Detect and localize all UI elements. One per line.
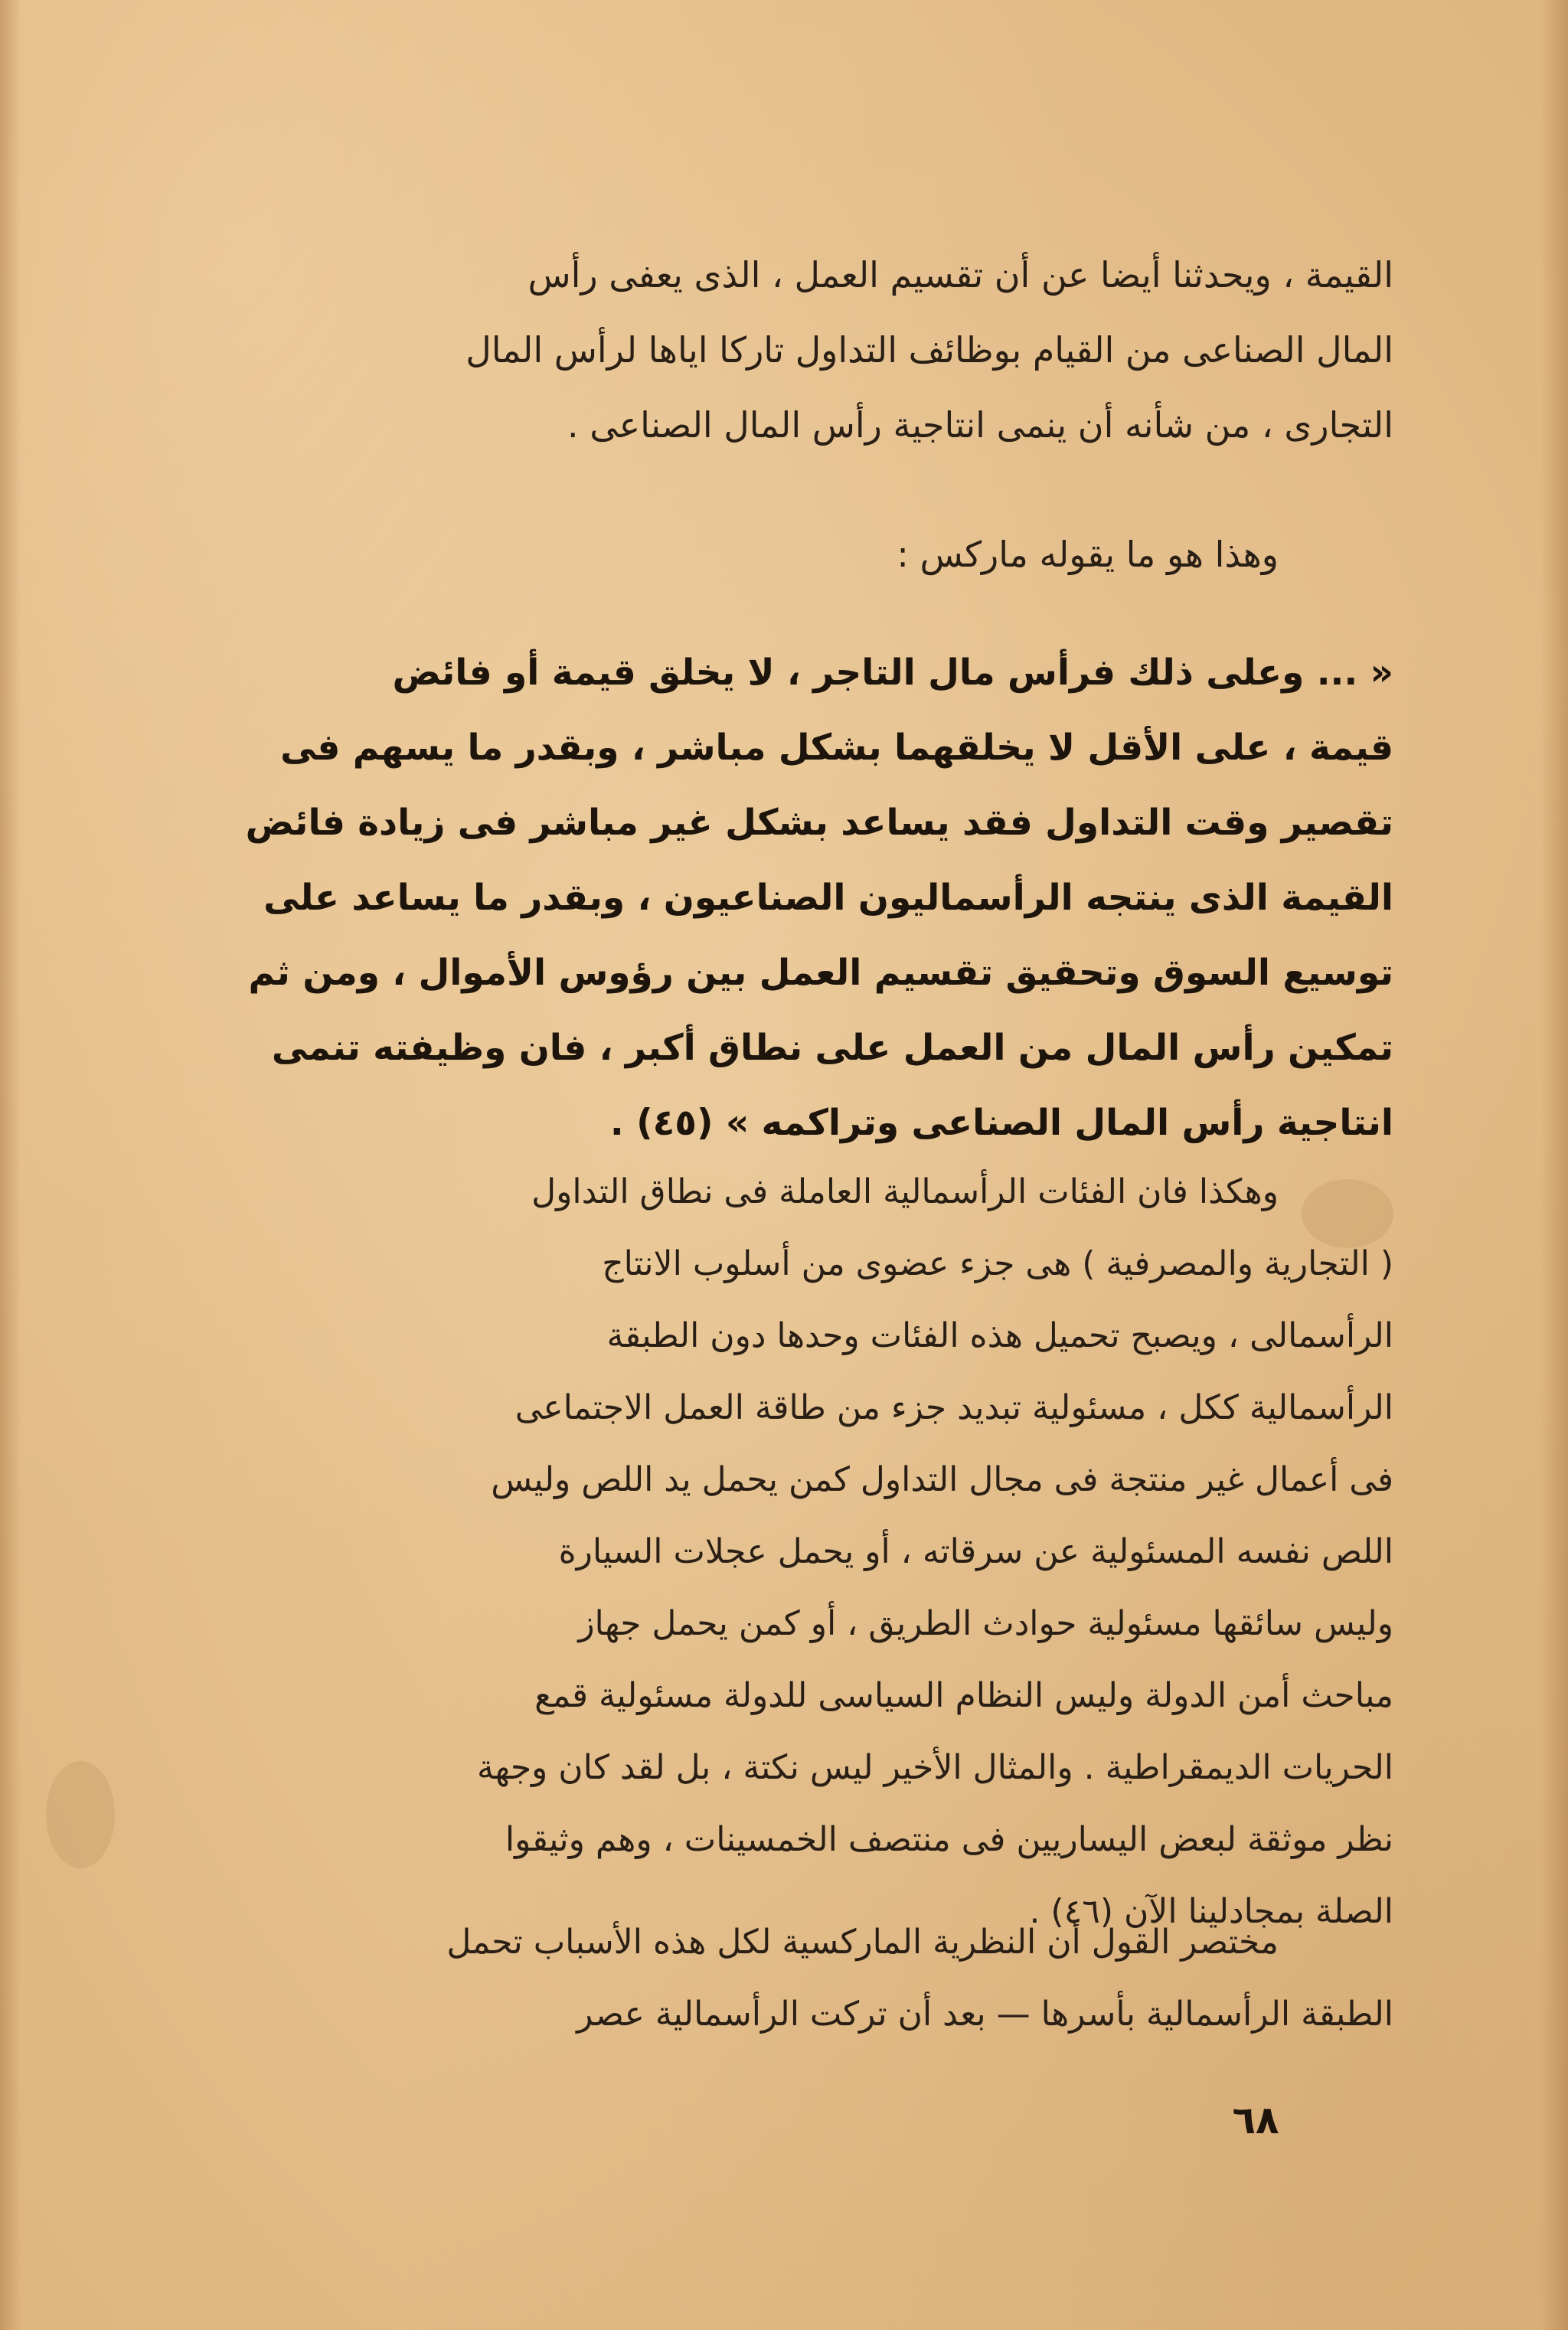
text-line: الرأسمالى ، ويصبح تحميل هذه الفئات وحدها دون الطبقة	[606, 1316, 1393, 1355]
text-line: المال الصناعى من القيام بوظائف التداول تاركا اياها لرأس المال	[466, 329, 1393, 371]
paragraph-2	[115, 517, 1393, 592]
text-line: مباحث أمن الدولة وليس النظام السياسى للدولة مسئولية قمع	[534, 1676, 1393, 1715]
paragraph-3	[115, 1156, 1393, 1948]
quote-line: انتاجية رأس المال الصناعى وتراكمه » (٤٥) .	[609, 1102, 1393, 1144]
text-line: الرأسمالية ككل ، مسئولية تبديد جزء من طاقة العمل الاجتماعى	[514, 1388, 1393, 1427]
text-line: اللص نفسه المسئولية عن سرقاته ، أو يحمل عجلات السيارة	[558, 1532, 1393, 1571]
text-line: نظر موثقة لبعض اليساريين فى منتصف الخمسينات ، وهم وثيقوا	[505, 1820, 1393, 1859]
paragraph-4	[115, 1907, 1393, 2051]
text-line: الحريات الديمقراطية . والمثال الأخير ليس نكتة ، بل لقد كان وجهة	[476, 1748, 1393, 1787]
text-line: الصلة بمجادلينا الآن (٤٦) .	[1029, 1892, 1393, 1931]
page-edge-shadow-left	[0, 0, 21, 2330]
text-line: القيمة ، ويحدثنا أيضا عن أن تقسيم العمل ، الذى يعفى رأس	[528, 254, 1393, 296]
text-line: فى أعمال غير منتجة فى مجال التداول كمن يحمل يد اللص وليس	[491, 1460, 1393, 1499]
quote-line: تقصير وقت التداول فقد يساعد بشكل غير مباشر فى زيادة فائض	[245, 802, 1393, 844]
text-line: وهكذا فان الفئات الرأسمالية العاملة فى نطاق التداول	[531, 1172, 1279, 1211]
quote-line: « ... وعلى ذلك فرأس مال التاجر ، لا يخلق قيمة أو فائض	[392, 652, 1393, 694]
text-line: الطبقة الرأسمالية بأسرها — بعد أن تركت الرأسمالية عصر	[577, 1995, 1393, 2034]
text-line: التجارى ، من شأنه أن ينمى انتاجية رأس المال الصناعى .	[567, 404, 1393, 446]
quote-line: تمكين رأس المال من العمل على نطاق أكبر ، فان وظيفته تنمى	[271, 1027, 1393, 1069]
paper-stain	[46, 1761, 115, 1868]
quote-line: القيمة الذى ينتجه الرأسماليون الصناعيون ، وبقدر ما يساعد على	[263, 877, 1393, 919]
text-line: وليس سائقها مسئولية حوادث الطريق ، أو كمن يحمل جهاز	[578, 1604, 1393, 1643]
text-line: مختصر القول أن النظرية الماركسية لكل هذه الأسباب تحمل	[446, 1923, 1279, 1962]
quote-line: قيمة ، على الأقل لا يخلقهما بشكل مباشر ، وبقدر ما يسهم فى	[280, 727, 1393, 769]
text-line: ( التجارية والمصرفية ) هى جزء عضوى من أسلوب الانتاج	[602, 1244, 1393, 1283]
text-line: وهذا هو ما يقوله ماركس :	[897, 534, 1279, 575]
quote-line: توسيع السوق وتحقيق تقسيم العمل بين رؤوس الأموال ، ومن ثم	[248, 952, 1393, 994]
page-number: ٦٨	[1232, 2098, 1279, 2142]
marx-quotation	[115, 636, 1393, 1161]
page-edge-shadow-right	[1540, 0, 1568, 2330]
paragraph-1	[115, 237, 1393, 462]
